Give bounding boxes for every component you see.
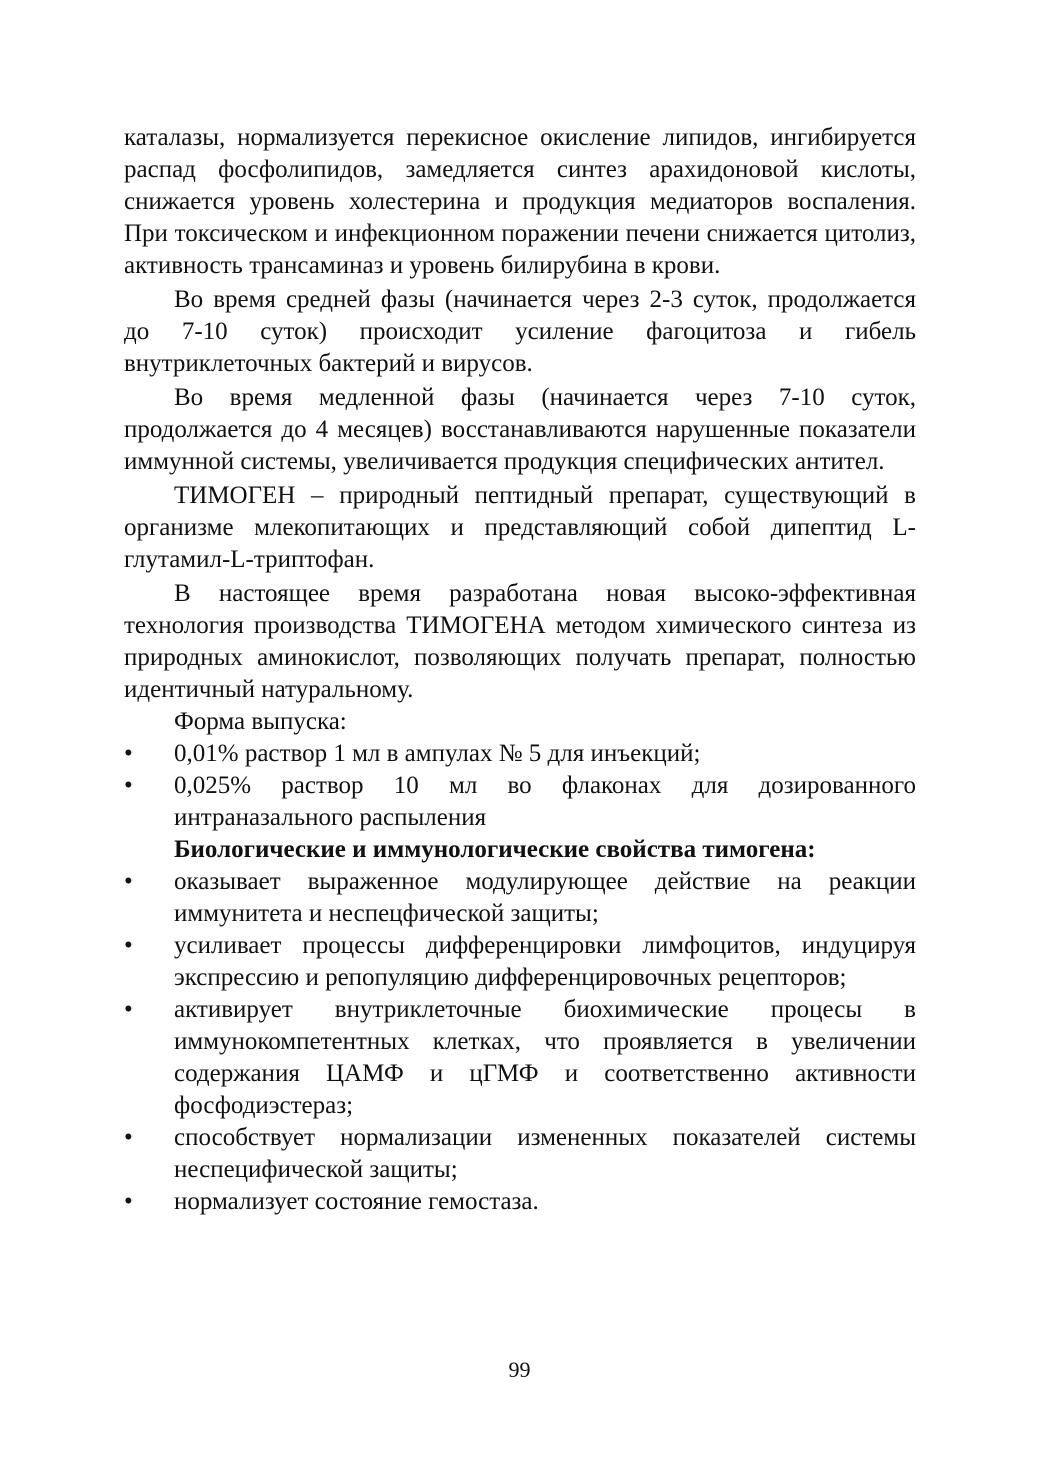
paragraph-thymogen-definition: ТИМОГЕН – природный пептидный препарат, существующий в организме млекопитающих и представляющий собой дипептид L-глутамил-L-триптофан.	[124, 482, 916, 573]
paragraph-middle-phase: Во время средней фазы (начинается через 2-3 суток, продолжается до 7-10 суток) происходит усиление фагоцитоза и гибель внутриклеточных бактерий и вирусов.	[124, 286, 916, 377]
page-number: 99	[508, 1357, 531, 1382]
list-item-text: активирует внутриклеточные биохимические процесы в иммунокомпетентных клетках, что проявляется в увеличении содержания ЦАМФ и цГМФ и соответственно активности фосфодиэстераз;	[174, 996, 916, 1119]
list-item-text: усиливает процессы дифференцировки лимфоцитов, индуцируя экспрессию и репопуляцию дифференцировочных рецепторов;	[174, 932, 916, 991]
list-item	[124, 1122, 916, 1186]
properties-heading: Биологические и иммунологические свойства тимогена:	[174, 836, 816, 863]
list-item	[124, 930, 916, 994]
release-form-label: Форма выпуска:	[174, 708, 347, 735]
bullet-icon: •	[124, 996, 133, 1023]
bullet-icon: •	[124, 932, 133, 959]
page-body	[124, 122, 916, 1218]
bullet-icon: •	[124, 1188, 133, 1215]
release-form-list	[124, 738, 916, 834]
list-item-text: 0,025% раствор 10 мл во флаконах для дозированного интраназального распыления	[174, 772, 916, 831]
list-item	[124, 1186, 916, 1218]
list-item-text: оказывает выраженное модулирующее действие на реакции иммунитета и неспецфической защиты;	[174, 868, 916, 927]
properties-list	[124, 866, 916, 1218]
list-item-text: способствует нормализации измененных показателей системы неспецифической защиты;	[174, 1124, 916, 1183]
bullet-icon: •	[124, 868, 133, 895]
list-item	[124, 866, 916, 930]
list-item	[124, 738, 916, 770]
list-item	[124, 994, 916, 1122]
list-item-text: нормализует состояние гемостаза.	[174, 1188, 539, 1215]
list-item-text: 0,01% раствор 1 мл в ампулах № 5 для инъекций;	[174, 740, 701, 767]
paragraph-slow-phase: Во время медленной фазы (начинается через 7-10 суток, продолжается до 4 месяцев) восстанавливаются нарушенные показатели иммунной системы, увеличивается продукция специфических антител.	[124, 384, 916, 475]
bullet-icon: •	[124, 740, 133, 767]
list-item	[124, 770, 916, 834]
bullet-icon: •	[124, 1124, 133, 1151]
bullet-icon: •	[124, 772, 133, 799]
paragraph-technology: В настоящее время разработана новая высоко-эффективная технология производства ТИМОГЕНА методом химического синтеза из природных аминокислот, позволяющих получать препарат, полностью идентичный натуральному.	[124, 580, 916, 703]
paragraph-catalase: каталазы, нормализуется перекисное окисление липидов, ингибируется распад фосфолипидов, замедляется синтез арахидоновой кислоты, снижается уровень холестерина и продукция медиаторов воспаления. При токсическом и инфекционном поражении печени снижается цитолиз, активность трансаминаз и уровень билирубина в крови.	[124, 124, 916, 279]
